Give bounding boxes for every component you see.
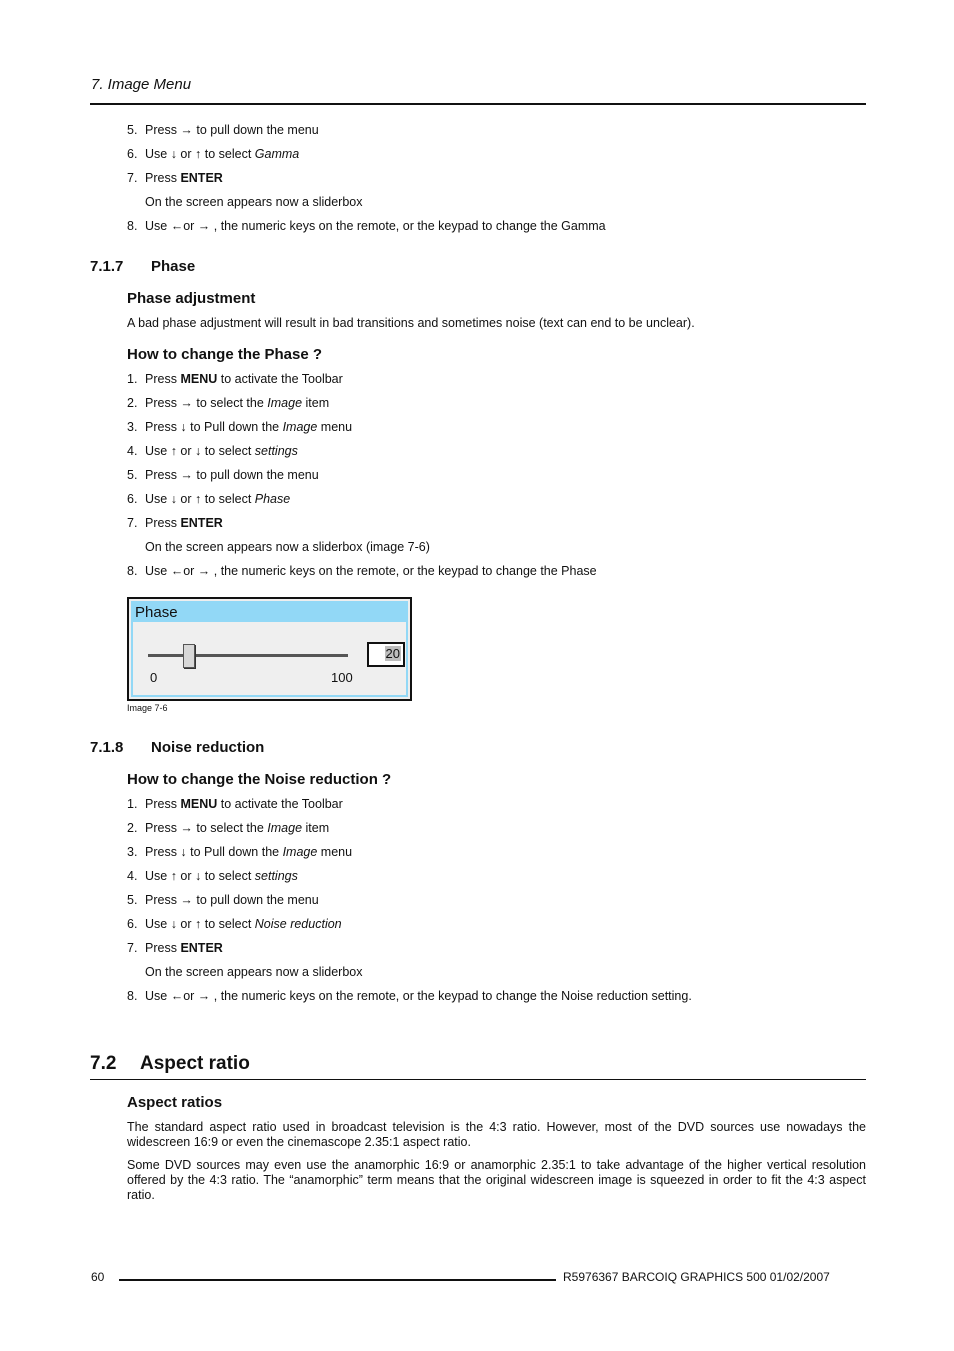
step-number: 1. (127, 372, 138, 386)
subheading-phase-adjustment: Phase adjustment (127, 290, 256, 307)
step-text: Press (145, 372, 181, 386)
step-text: item (302, 821, 330, 835)
key-name: ENTER (180, 516, 223, 530)
list-item (127, 797, 343, 811)
phase-paragraph: A bad phase adjustment will result in bad transitions and sometimes noise (text can end to be unclear). (127, 316, 695, 330)
phase-sliderbox (127, 597, 412, 701)
step-number: 8. (127, 219, 138, 233)
step-text: Press → to select the (145, 821, 268, 835)
list-item (127, 444, 298, 458)
step-number: 6. (127, 917, 138, 931)
step-text: Press ↓ to Pull down the (145, 845, 283, 859)
key-name: ENTER (180, 171, 223, 185)
menu-term: Phase (254, 492, 291, 506)
key-name: MENU (180, 797, 218, 811)
subheading-aspect-ratios: Aspect ratios (127, 1094, 223, 1111)
step-text: Press ↓ to Pull down the (145, 420, 283, 434)
step-text: Use ↑ or ↓ to select (145, 444, 255, 458)
page-number: 60 (91, 1270, 105, 1284)
image-caption: Image 7-6 (127, 703, 168, 713)
step-number: 3. (127, 420, 138, 434)
section-number: 7.1.8 (90, 739, 124, 756)
step-number: 6. (127, 147, 138, 161)
list-item (127, 468, 319, 482)
sliderbox-body (131, 622, 408, 697)
list-item (127, 492, 290, 506)
step-number: 4. (127, 444, 138, 458)
list-item (127, 420, 352, 434)
list-item (127, 147, 299, 161)
section-number: 7.1.7 (90, 258, 124, 275)
slider-track[interactable] (148, 654, 348, 657)
step-number: 6. (127, 492, 138, 506)
step-number: 7. (127, 516, 138, 530)
list-item (127, 821, 329, 835)
menu-term: Image (282, 845, 318, 859)
step-number: 3. (127, 845, 138, 859)
menu-term: Image (282, 420, 318, 434)
section-title: Noise reduction (151, 739, 265, 756)
header-divider (90, 103, 866, 105)
subheading-how-to-change-noise: How to change the Noise reduction ? (127, 771, 392, 788)
step-number: 8. (127, 989, 138, 1003)
chapter-heading-aspect-ratio (90, 1053, 250, 1075)
step-text: menu (317, 845, 353, 859)
key-name: MENU (180, 372, 218, 386)
step-note: On the screen appears now a sliderbox (image 7-6) (145, 540, 430, 554)
step-text: Press (145, 941, 181, 955)
step-text: Use ↓ or ↑ to select (145, 917, 255, 931)
step-number: 5. (127, 123, 138, 137)
list-item (127, 219, 606, 233)
key-name: ENTER (180, 941, 223, 955)
step-text: Use ←or → , the numeric keys on the remote, or the keypad to change the Gamma (145, 219, 606, 233)
section-number: 7.2 (90, 1053, 117, 1074)
aspect-paragraph-1: The standard aspect ratio used in broadcast television is the 4:3 ratio. However, most of the DVD sources use nowadays the widescreen 16:9 or even the cinemascope 2.35:1 aspect ratio. (127, 1120, 866, 1149)
step-text: Use ↓ or ↑ to select (145, 147, 255, 161)
step-text: item (302, 396, 330, 410)
slider-thumb[interactable] (183, 644, 195, 668)
menu-term: settings (254, 444, 298, 458)
list-item (127, 396, 329, 410)
sliderbox-title: Phase (135, 604, 178, 621)
step-number: 5. (127, 468, 138, 482)
menu-term: Gamma (254, 147, 300, 161)
step-number: 5. (127, 893, 138, 907)
list-item (127, 845, 352, 859)
list-item (127, 123, 319, 137)
section-title: Phase (151, 258, 196, 275)
running-header: 7. Image Menu (91, 76, 192, 93)
step-note: On the screen appears now a sliderbox (145, 195, 363, 209)
subheading-how-to-change-phase: How to change the Phase ? (127, 346, 323, 363)
step-text: Press (145, 171, 181, 185)
slider-min-label: 0 (150, 670, 158, 685)
step-text: Use ←or → , the numeric keys on the remote, or the keypad to change the Noise reduction setting. (145, 989, 692, 1003)
menu-term: settings (254, 869, 298, 883)
list-item (127, 564, 597, 578)
slider-value: 20 (385, 646, 400, 661)
step-number: 8. (127, 564, 138, 578)
step-text: Use ←or → , the numeric keys on the remote, or the keypad to change the Phase (145, 564, 597, 578)
slider-value-field[interactable] (367, 642, 405, 667)
step-text: to activate the Toolbar (217, 797, 343, 811)
step-text: Press (145, 516, 181, 530)
menu-term: Image (267, 821, 303, 835)
step-text: Press → to select the (145, 396, 268, 410)
list-item (127, 893, 319, 907)
step-text: Press (145, 797, 181, 811)
step-number: 2. (127, 396, 138, 410)
menu-term: Noise reduction (254, 917, 342, 931)
slider-max-label: 100 (331, 670, 353, 685)
step-number: 4. (127, 869, 138, 883)
section-heading-phase (90, 258, 195, 275)
aspect-paragraph-2: Some DVD sources may even use the anamorphic 16:9 or anamorphic 2.35:1 to take advantage of the higher vertical resolution offered by the 4:3 ratio. The “anamorphic” term means that the original widescreen image is squeezed in order to fit the 4:3 aspect ratio. (127, 1158, 866, 1202)
step-number: 2. (127, 821, 138, 835)
section-title: Aspect ratio (140, 1053, 250, 1074)
step-text: Press → to pull down the menu (145, 468, 319, 482)
footer-divider (119, 1279, 556, 1281)
list-item (127, 917, 342, 931)
menu-term: Image (267, 396, 303, 410)
list-item (127, 171, 223, 185)
section-heading-noise (90, 739, 264, 756)
step-number: 7. (127, 171, 138, 185)
step-note: On the screen appears now a sliderbox (145, 965, 363, 979)
step-text: Press → to pull down the menu (145, 123, 319, 137)
step-text: Use ↓ or ↑ to select (145, 492, 255, 506)
step-text: Use ↑ or ↓ to select (145, 869, 255, 883)
step-text: Press → to pull down the menu (145, 893, 319, 907)
list-item (127, 516, 223, 530)
footer-document-info: R5976367 BARCOIQ GRAPHICS 500 01/02/2007 (563, 1270, 830, 1284)
list-item (127, 989, 692, 1003)
sliderbox-titlebar (131, 601, 408, 622)
section-divider (90, 1079, 866, 1080)
step-number: 1. (127, 797, 138, 811)
step-text: menu (317, 420, 353, 434)
list-item (127, 372, 343, 386)
step-text: to activate the Toolbar (217, 372, 343, 386)
step-number: 7. (127, 941, 138, 955)
list-item (127, 869, 298, 883)
list-item (127, 941, 223, 955)
